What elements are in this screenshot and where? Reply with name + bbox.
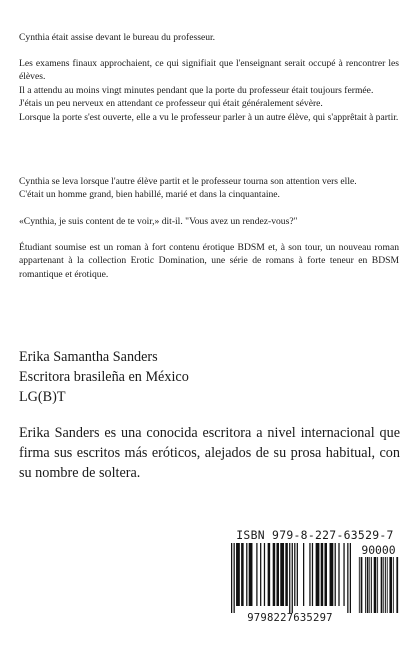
isbn-label: ISBN 979-8-227-63529-7	[236, 528, 394, 542]
barcode-bar	[338, 543, 339, 606]
barcode-bar	[385, 557, 386, 613]
barcode-bar	[249, 543, 253, 606]
blurb-dialogue: «Cynthia, je suis content de te voir,» dit-il. "Vous avez un rendez-vous?"	[19, 216, 298, 227]
barcode-bar	[316, 543, 320, 606]
blurb-paragraph-1: Cynthia était assise devant le bureau du professeur.	[19, 32, 216, 43]
barcode-bar	[365, 557, 366, 613]
barcode-bar	[396, 557, 398, 613]
barcode-bar	[335, 543, 336, 606]
barcode-bar	[264, 543, 265, 606]
barcode-bar	[241, 543, 244, 606]
barcode-bar	[256, 543, 257, 606]
barcode-digits: 9798227635297	[247, 612, 333, 624]
barcode-bar	[330, 543, 334, 606]
barcode-bar	[309, 543, 310, 606]
ean-barcode-bars	[231, 543, 351, 613]
blurb-line: C'était un homme grand, bien habillé, marié et dans la cinquantaine.	[19, 189, 280, 201]
barcode-bar	[343, 543, 344, 606]
barcode-bar	[347, 543, 348, 613]
barcode-bar	[371, 557, 372, 613]
author-name: Erika Samantha Sanders	[19, 349, 158, 365]
blurb-paragraph-3	[19, 175, 399, 202]
barcode-bar	[350, 543, 351, 613]
barcode-bar	[389, 557, 392, 613]
blurb-line: Il a attendu au moins vingt minutes pendant que la porte du professeur était toujours fermée.	[19, 84, 374, 96]
barcode-bar	[280, 543, 284, 606]
barcode-bar	[289, 543, 290, 613]
barcode-bar	[374, 557, 377, 613]
blurb-paragraph-2	[19, 57, 399, 124]
author-role: Escritora brasileña en México	[19, 369, 189, 385]
barcode-bar	[359, 557, 360, 613]
barcode-bar	[231, 543, 232, 613]
barcode-bar	[377, 557, 378, 613]
barcode-bar	[303, 543, 304, 606]
blurb-line: Cynthia se leva lorsque l'autre élève partit et le professeur tourna son attention vers elle.	[19, 176, 357, 187]
barcode-bar	[324, 543, 327, 606]
barcode-bar	[383, 557, 384, 613]
barcode-bar	[312, 543, 313, 606]
blurb-line: J'étais un peu nerveux en attendant ce professeur qui était généralement sévère.	[19, 98, 323, 110]
barcode-bar	[246, 543, 247, 606]
barcode-bar	[297, 543, 298, 606]
barcode-bar	[393, 557, 394, 613]
barcode-bar	[273, 543, 276, 606]
barcode-bar	[268, 543, 271, 606]
barcode-bar	[369, 557, 370, 613]
blurb-line: Les examens finaux approchaient, ce qui signifiait que l'enseignant serait occupé à rencontrer les élèves.	[19, 58, 399, 83]
barcode-bar	[381, 557, 383, 613]
isbn-barcode	[231, 528, 399, 626]
blurb-paragraph-synopsis: Étudiant soumise est un roman à fort contenu érotique BDSM et, à son tour, un nouveau roman appartenant à la collection Erotic Domination, une série de romans à forte teneur en BDSM romantique et érotique.	[19, 242, 399, 280]
author-bio: Erika Sanders es una conocida escritora a nivel internacional que firma sus escritos más eróticos, alejados de su prosa habitual, con su nombre de soltera.	[19, 425, 400, 481]
barcode-bar	[321, 543, 324, 606]
barcode-bar	[292, 543, 293, 613]
barcode-bar	[260, 543, 261, 606]
barcode-bar	[236, 543, 240, 606]
barcode-bar	[387, 557, 388, 613]
barcode-bar	[294, 543, 295, 606]
barcode-bar	[234, 543, 235, 613]
author-tag: LG(B)T	[19, 389, 66, 405]
addon-barcode-bars	[358, 557, 399, 613]
barcode-bar	[285, 543, 288, 606]
blurb-line: Lorsque la porte s'est ouverte, elle a vu le professeur parler à un autre élève, qui s'apprêtait à partir.	[19, 111, 399, 123]
barcode-bar	[361, 557, 363, 613]
barcode-bar	[276, 543, 279, 606]
addon-code: 90000	[361, 543, 396, 557]
barcode-bar	[367, 557, 369, 613]
